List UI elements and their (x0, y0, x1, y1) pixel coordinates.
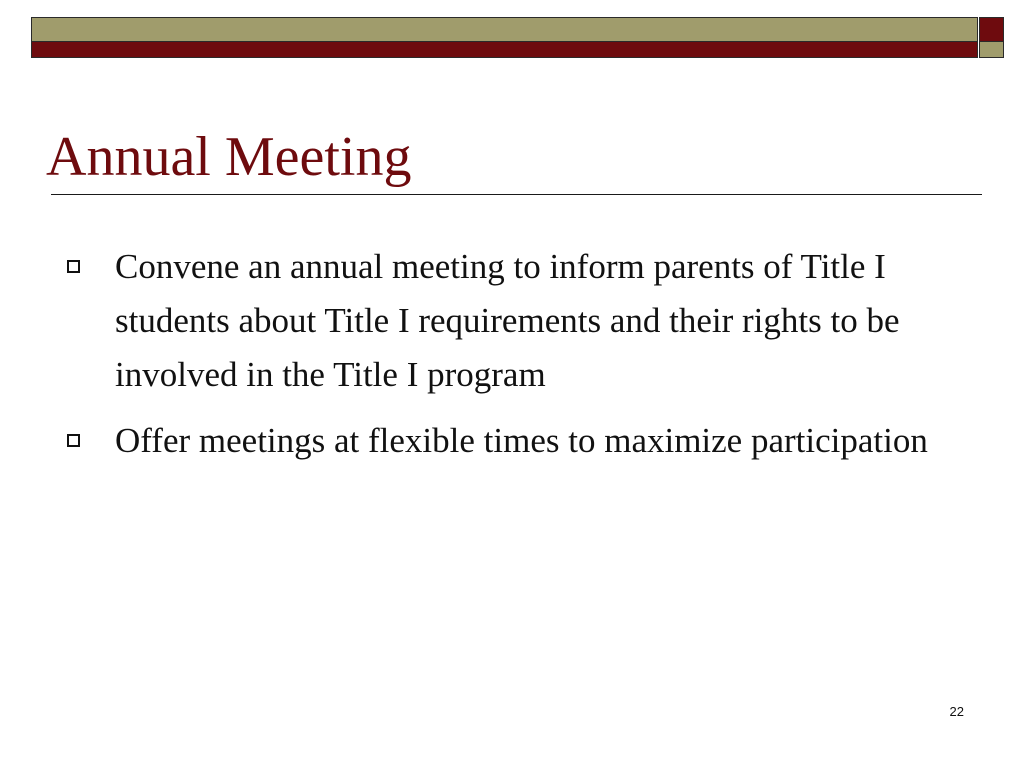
bullet-text: Offer meetings at flexible times to maximize participation (115, 421, 928, 460)
top-banner-olive-bar (31, 17, 978, 42)
bullet-list (64, 240, 964, 480)
title-divider (51, 194, 982, 195)
bullet-item (64, 240, 964, 402)
bullet-item (64, 414, 964, 468)
hollow-square-bullet-icon (67, 434, 80, 447)
page-number: 22 (949, 704, 964, 719)
top-corner-olive-square (979, 42, 1004, 58)
top-banner-maroon-bar (31, 42, 978, 58)
bullet-text: Convene an annual meeting to inform parents of Title I students about Title I requirements and their rights to be involved in the Title I program (115, 247, 900, 394)
slide-title: Annual Meeting (46, 126, 412, 188)
top-corner-maroon-square (979, 17, 1004, 42)
hollow-square-bullet-icon (67, 260, 80, 273)
